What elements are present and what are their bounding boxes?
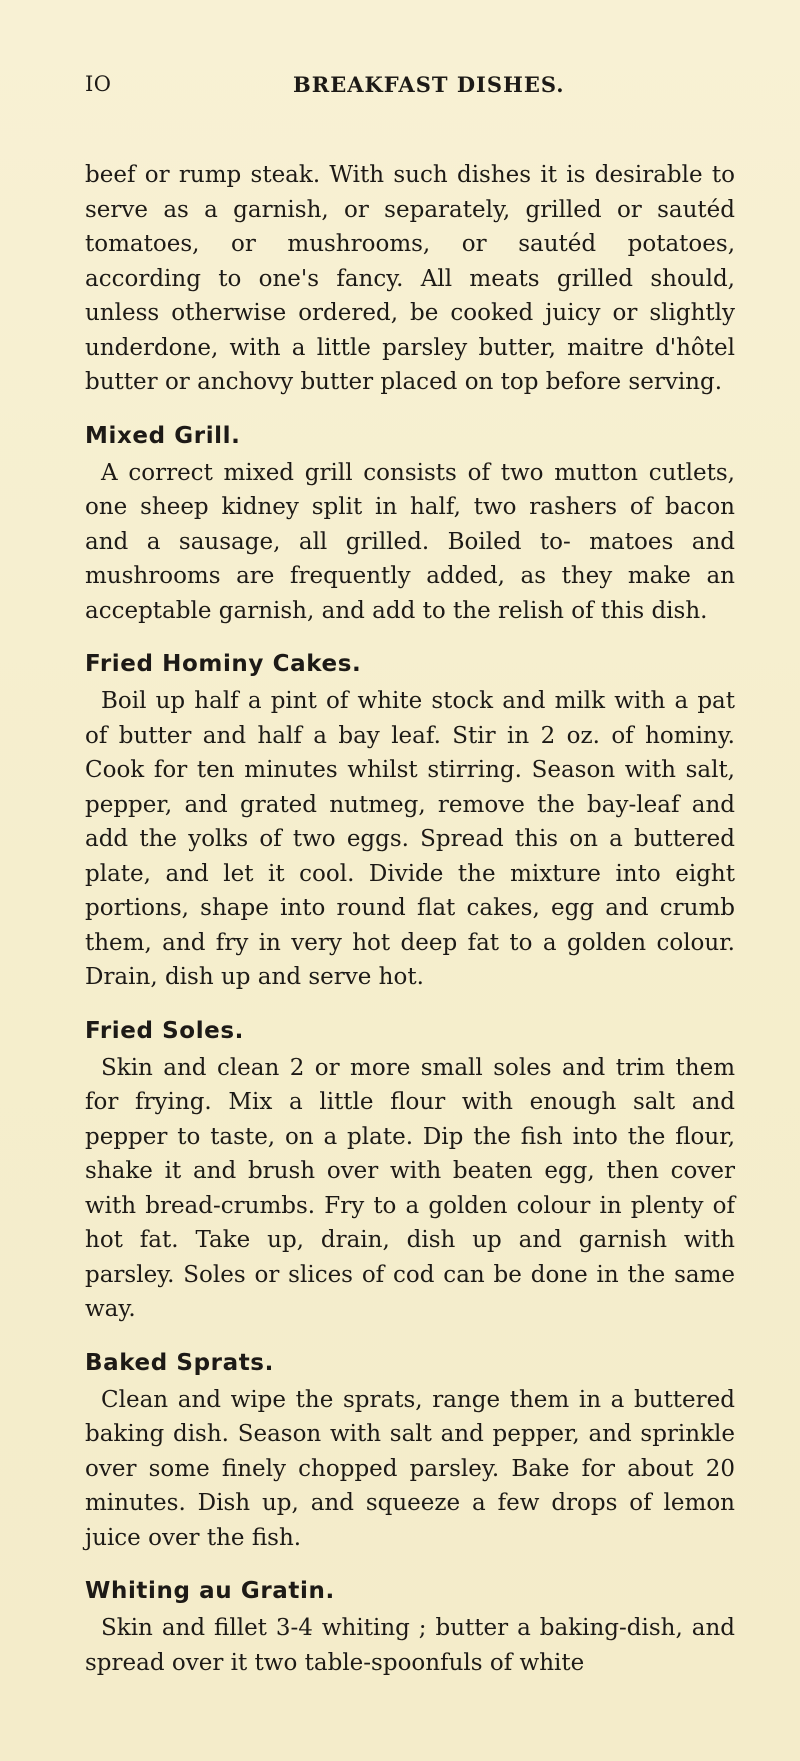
recipe-text: Skin and clean 2 or more small soles and trim them for frying. Mix a little flour with enough salt and pepper to taste, on a plate. Dip the fish into the flour, shake it and brush over with beaten egg, then cover with bread-crumbs. Fry to a golden colour in plenty of hot fat. Take up, drain, dish up and garnish with parsley. Soles or slices of cod can be done in the same way. [85, 1054, 735, 1322]
recipe-text: Clean and wipe the sprats, range them in a buttered baking dish. Season with salt and pepper, and sprinkle over some finely chopped parsley. Bake for about 20 minutes. Dish up, and squeeze a few drops of lemon juice over the fish. [85, 1386, 735, 1551]
recipe-heading: Whiting au Gratin. [85, 1578, 335, 1604]
recipe-fried-hominy-cakes [85, 647, 735, 995]
recipe-fried-soles [85, 1014, 735, 1327]
running-title: BREAKFAST DISHES. [293, 72, 565, 97]
recipe-heading: Fried Soles. [85, 1017, 245, 1044]
recipe-heading: Fried Hominy Cakes. [85, 651, 362, 677]
recipe-baked-sprats [85, 1346, 735, 1556]
intro-paragraph: beef or rump steak. With such dishes it is desirable to serve as a garnish, or separately, grilled or sautéd tomatoes, or mushrooms, or sautéd potatoes, according to one's fancy. All meats grilled should, unless otherwise ordered, be cooked juicy or slightly underdone, with a little parsley butter, maitre d'hôtel butter or anchovy butter placed on top before serving. [85, 162, 735, 395]
recipe-mixed-grill [85, 419, 735, 629]
recipe-whiting-au-gratin [85, 1574, 735, 1680]
recipe-text: Boil up half a pint of white stock and milk with a pat of butter and half a bay leaf. Stir in 2 oz. of hominy. Cook for ten minutes whilst stirring. Season with salt, pepper, and grated nutmeg, remove the bay-leaf and add the yolks of two eggs. Spread this on a buttered plate, and let it cool. Divide the mixture into eight portions, shape into round flat cakes, egg and crumb them, and fry in very hot deep fat to a golden colour. Drain, dish up and serve hot. [85, 688, 735, 990]
recipe-heading: Mixed Grill. [85, 422, 241, 449]
page-number: IO [85, 72, 112, 96]
recipe-text: A correct mixed grill consists of two mutton cutlets, one sheep kidney split in half, two rashers of bacon and a sausage, all grilled. Boiled to- matoes and mushrooms are frequently added, as they make an acceptable garnish, and add to the relish of this dish. [85, 459, 735, 624]
recipe-heading: Baked Sprats. [85, 1349, 274, 1376]
page-content [85, 58, 735, 1680]
body-text [85, 158, 735, 1680]
recipe-text: Skin and fillet 3-4 whiting ; butter a baking-dish, and spread over it two table-spoonfuls of white [85, 1615, 735, 1676]
running-header [85, 58, 735, 98]
